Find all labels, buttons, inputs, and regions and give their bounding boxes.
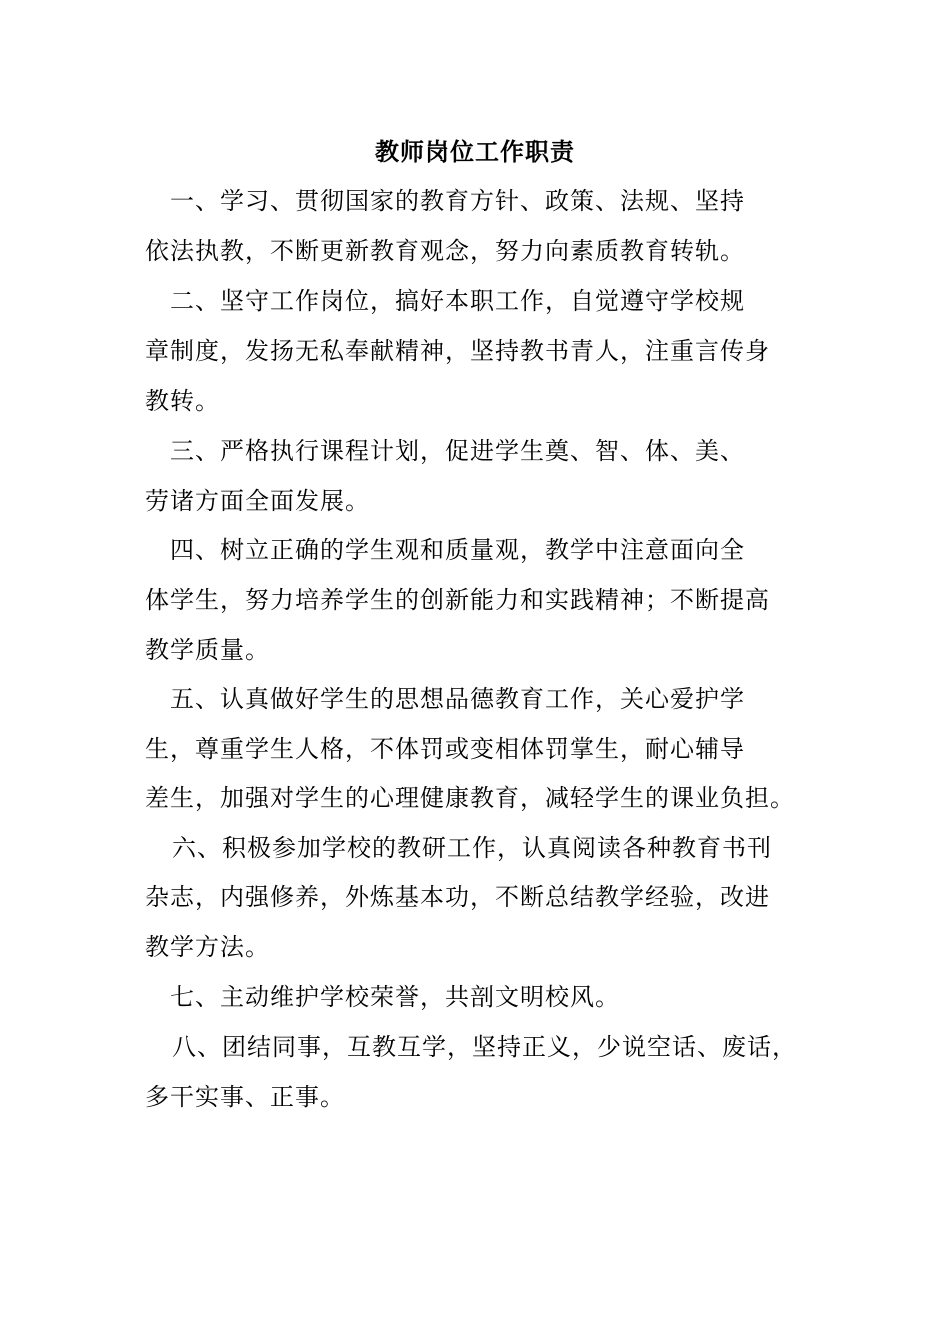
text-line: 五、认真做好学生的思想品德教育工作，关心爱护学 [170,685,745,713]
text-line: 八、团结同事，互教互学，坚持正义，少说空话、废话， [172,1033,797,1061]
text-line: 教学方法。 [145,933,270,961]
text-line: 劳诸方面全面发展。 [145,487,370,515]
text-line: 生，尊重学生人格，不体罚或变相体罚掌生，耐心辅导 [145,735,745,763]
text-line: 三、严格执行课程计划，促进学生奠、智、体、美、 [170,437,745,465]
text-line: 二、坚守工作岗位，搞好本职工作，自觉遵守学校规 [170,287,745,315]
text-line: 多干实事、正事。 [145,1083,345,1111]
text-line: 章制度，发扬无私奉献精神，坚持教书青人，注重言传身 [145,337,770,365]
text-line: 四、树立正确的学生观和质量观，教学中注意面向全 [170,536,745,564]
text-line: 差生，加强对学生的心理健康教育，减轻学生的课业负担。 [145,784,795,812]
text-line: 杂志，内强修养，外炼基本功，不断总结教学经验，改进 [145,883,770,911]
text-line: 教转。 [145,387,220,415]
text-line: 依法执教，不断更新教育观念，努力向素质教育转轨。 [145,237,745,265]
document-title: 教师岗位工作职责 [375,138,575,166]
text-line: 体学生，努力培养学生的创新能力和实践精神；不断提高 [145,586,770,614]
text-line: 教学质量。 [145,636,270,664]
text-line: 七、主动维护学校荣誉，共剖文明校风。 [170,983,620,1011]
text-line: 一、学习、贯彻国家的教育方针、政策、法规、坚持 [170,187,745,215]
text-line: 六、积极参加学校的教研工作，认真阅读各种教育书刊 [172,834,772,862]
